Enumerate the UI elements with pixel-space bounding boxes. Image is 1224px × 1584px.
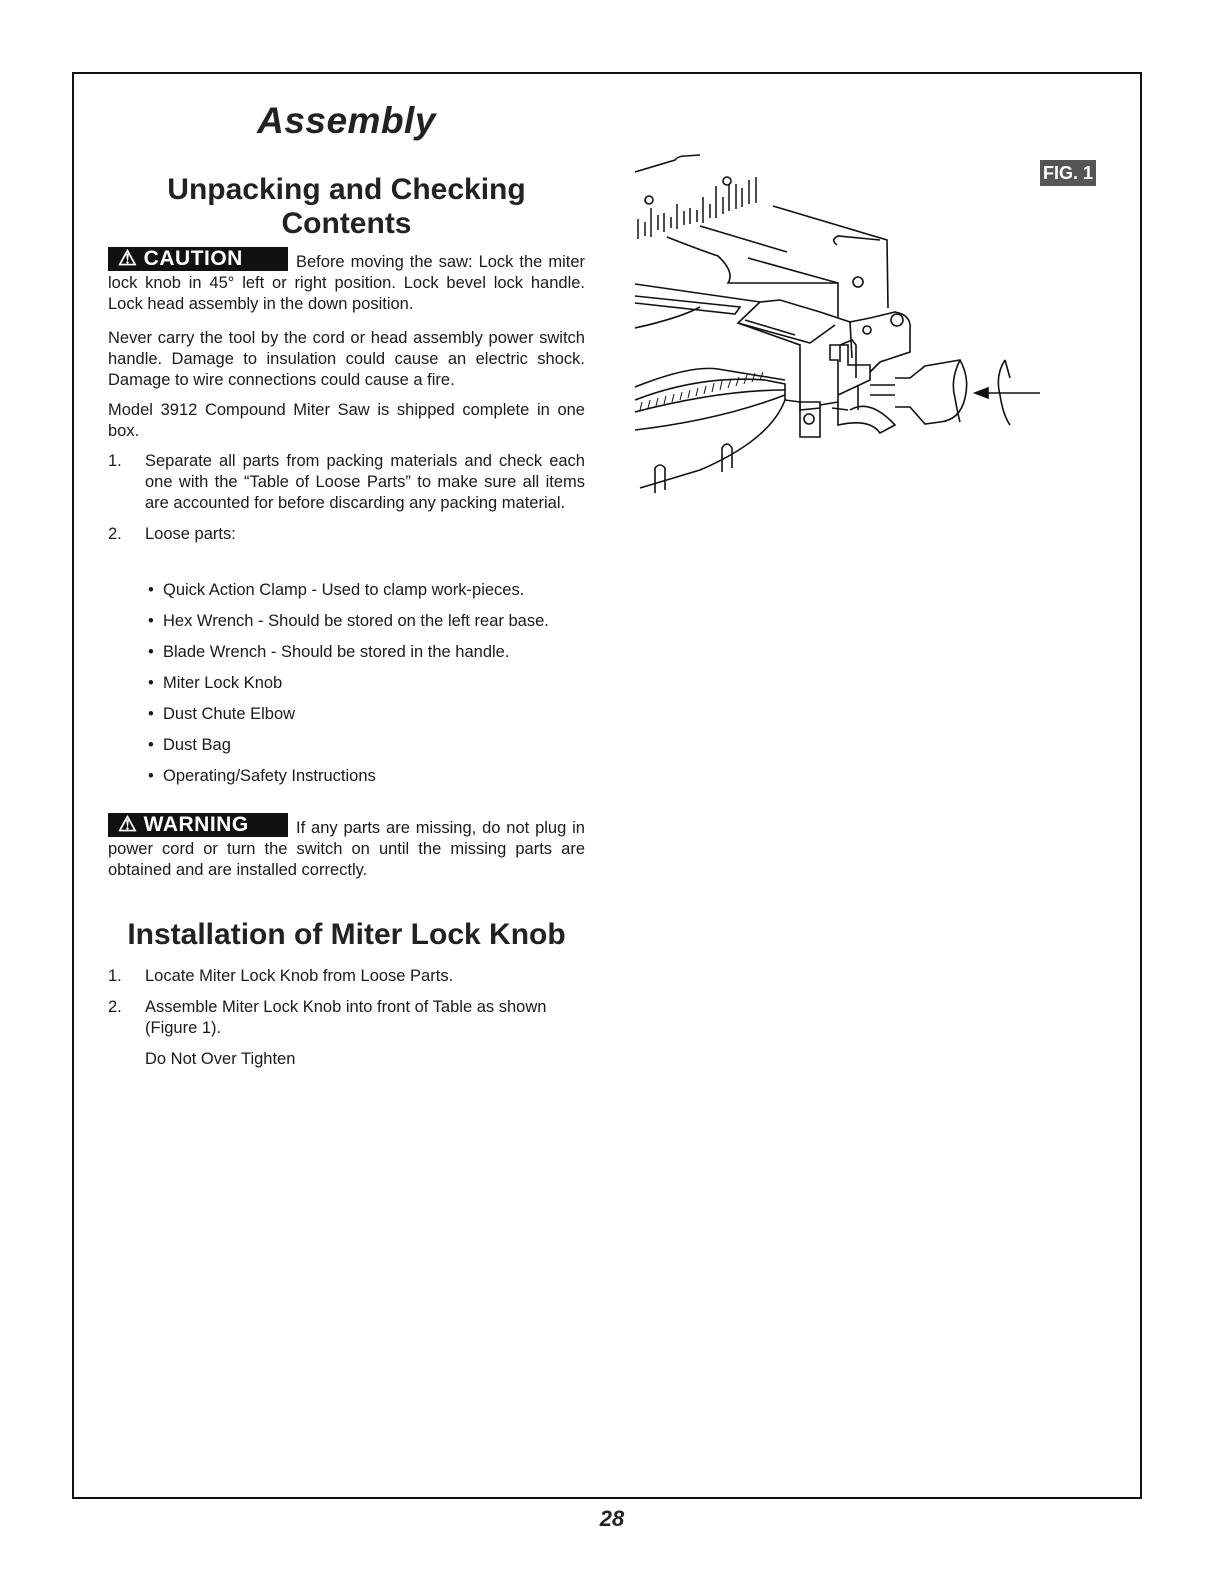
miter-saw-knob-illustration-icon — [600, 140, 1060, 510]
list-item — [108, 451, 585, 514]
figure-label: FIG. 1 — [1040, 160, 1096, 186]
list-item: • Dust Bag — [108, 730, 585, 761]
caution-label — [108, 247, 288, 271]
warning-label — [108, 813, 288, 837]
warning-triangle-icon: ⚠ — [118, 247, 138, 270]
paragraph: Model 3912 Compound Miter Saw is shipped complete in one box. — [108, 401, 585, 440]
caution-paragraph — [108, 247, 585, 315]
item-number: 1. — [108, 967, 122, 985]
caution-label-text: CAUTION — [143, 247, 243, 270]
list-item — [108, 966, 585, 987]
section-heading-unpacking — [108, 173, 585, 241]
item-number: 1. — [108, 452, 122, 470]
installation-steps — [108, 966, 585, 1070]
section-heading-installation: Installation of Miter Lock Knob — [127, 918, 566, 951]
loose-parts-list — [108, 575, 585, 792]
list-item: • Dust Chute Elbow — [108, 699, 585, 730]
item-number: 2. — [108, 998, 122, 1016]
warning-paragraph — [108, 813, 585, 881]
item-text: Separate all parts from packing materials and check each one with the “Table of Loose Parts” to make sure all items are accounted for before discarding any packing material. — [145, 452, 585, 512]
step-list — [108, 451, 585, 545]
list-item: • Blade Wrench - Should be stored in the handle. — [108, 637, 585, 668]
list-item — [108, 997, 585, 1039]
paragraph: Never carry the tool by the cord or head assembly power switch handle. Damage to insulation could cause an electric shock. Damage to wire connections could cause a fire. — [108, 329, 585, 389]
item-text: Assemble Miter Lock Knob into front of Table as shown (Figure 1). — [145, 998, 547, 1037]
warning-label-text: WARNING — [143, 813, 249, 836]
list-item: • Miter Lock Knob — [108, 668, 585, 699]
note: Do Not Over Tighten — [145, 1050, 296, 1068]
warning-text: If any parts are missing, do not plug in power cord or turn the switch on until the missing parts are obtained and are installed correctly. — [108, 819, 585, 879]
heading-line: Contents — [281, 207, 412, 240]
list-item: • Quick Action Clamp - Used to clamp work-pieces. — [108, 575, 585, 606]
item-text: Locate Miter Lock Knob from Loose Parts. — [145, 967, 454, 985]
warning-triangle-icon: ⚠ — [118, 813, 138, 836]
item-number: 2. — [108, 525, 122, 543]
list-item: • Hex Wrench - Should be stored on the left rear base. — [108, 606, 585, 637]
item-text: Loose parts: — [145, 525, 236, 543]
list-item — [108, 524, 585, 545]
caution-text: Before moving the saw: Lock the miter lock knob in 45° left or right position. Lock bevel lock handle. Lock head assembly in the down position. — [108, 253, 585, 313]
list-item: • Operating/Safety Instructions — [108, 761, 585, 792]
page-number: 28 — [599, 1506, 625, 1531]
heading-line: Unpacking and Checking — [167, 173, 526, 206]
page-title: Assembly — [257, 100, 436, 141]
